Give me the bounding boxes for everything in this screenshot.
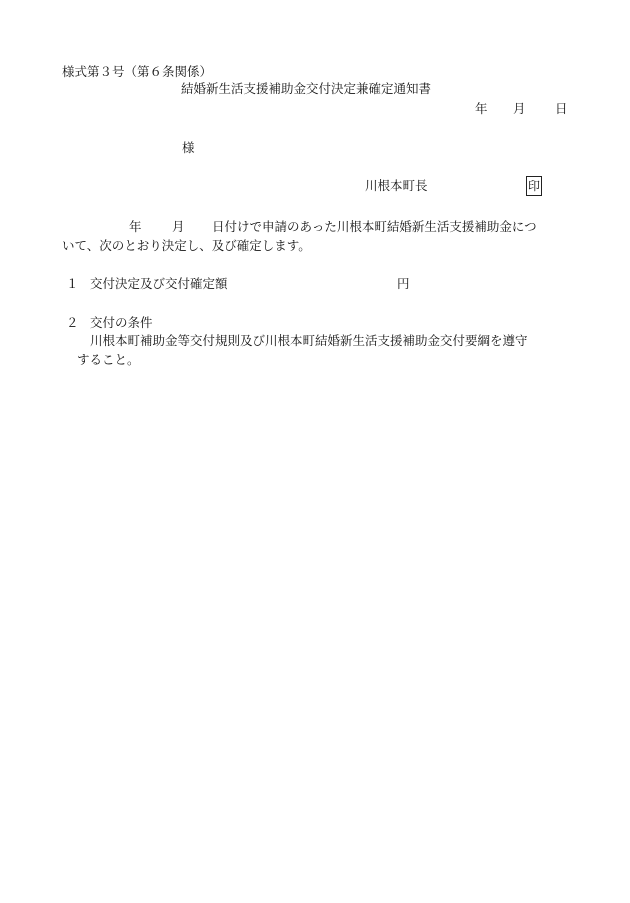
form-number: 様式第３号（第６条関係）	[62, 64, 213, 79]
document-title: 結婚新生活支援補助金交付決定兼確定通知書	[181, 81, 432, 96]
date-month-label: 月	[513, 101, 526, 116]
item-1-label: 交付決定及び交付確定額	[90, 276, 228, 291]
item-2-label: 交付の条件	[90, 315, 153, 330]
item-2-text-line-2: すること。	[77, 352, 140, 367]
item-1-number: １	[66, 276, 79, 291]
date-year-label: 年	[475, 101, 488, 116]
item-2-text-line-1: 川根本町補助金等交付規則及び川根本町結婚新生活支援補助金交付要綱を遵守	[90, 333, 528, 348]
body-year-label: 年	[129, 219, 142, 234]
seal-mark: 印	[526, 176, 542, 196]
issuer-name: 川根本町長	[365, 178, 428, 193]
addressee-suffix: 様	[182, 140, 195, 155]
date-day-label: 日	[555, 101, 568, 116]
body-text-line-1: 日付けで申請のあった川根本町結婚新生活支援補助金につ	[212, 219, 537, 234]
body-text-line-2: いて、次のとおり決定し、及び確定します。	[62, 238, 311, 253]
body-month-label: 月	[172, 219, 185, 234]
item-2-number: ２	[66, 315, 79, 330]
item-1-unit: 円	[397, 276, 410, 291]
